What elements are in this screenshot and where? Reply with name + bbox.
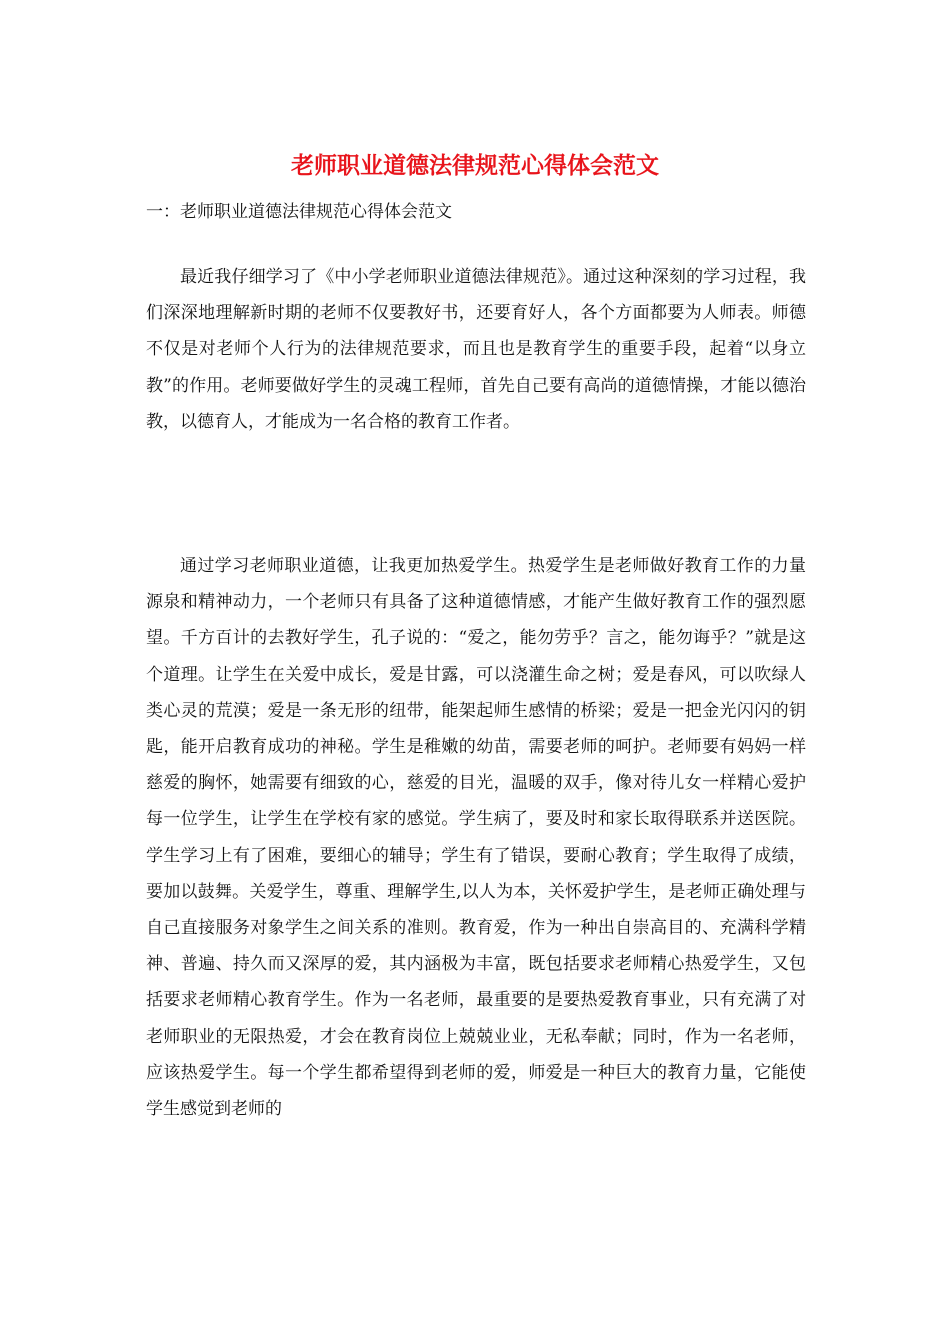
document-title: 老师职业道德法律规范心得体会范文 [291,152,659,179]
section-heading: 一：老师职业道德法律规范心得体会范文 [146,202,452,222]
body-paragraph-2: 通过学习老师职业道德，让我更加热爱学生。热爱学生是老师做好教育工作的力量源泉和精神动力，一个老师只有具备了这种道德情感，才能产生做好教育工作的强烈愿望。千方百计的去教好学生，孔子说的：“爱之，能勿劳乎？言之，能勿诲乎？”就是这个道理。让学生在关爱中成长，爱是甘露，可以浇灌生命之树；爱是春风，可以吹绿人类心灵的荒漠；爱是一条无形的纽带，能架起师生感情的桥梁；爱是一把金光闪闪的钥匙，能开启教育成功的神秘。学生是稚嫩的幼苗，需要老师的呵护。老师要有妈妈一样慈爱的胸怀，她需要有细致的心，慈爱的目光，温暖的双手，像对待儿女一样精心爱护每一位学生，让学生在学校有家的感觉。学生病了，要及时和家长取得联系并送医院。学生学习上有了困难，要细心的辅导；学生有了错误，要耐心教育；学生取得了成绩，要加以鼓舞。关爱学生，尊重、理解学生,以人为本，关怀爱护学生，是老师正确处理与自己直接服务对象学生之间关系的准则。教育爱，作为一种出自崇高目的、充满科学精神、普遍、持久而又深厚的爱，其内涵极为丰富，既包括要求老师精心热爱学生，又包括要求老师精心教育学生。作为一名老师，最重要的是要热爱教育事业，只有充满了对老师职业的无限热爱，才会在教育岗位上兢兢业业，无私奉献；同时，作为一名老师，应该热爱学生。每一个学生都希望得到老师的爱，师爱是一种巨大的教育力量，它能使学生感觉到老师的 [146,556,806,1120]
body-paragraph-1: 最近我仔细学习了《中小学老师职业道德法律规范》。通过这种深刻的学习过程，我们深深地理解新时期的老师不仅要教好书，还要育好人，各个方面都要为人师表。师德不仅是对老师个人行为的法律规范要求，而且也是教育学生的重要手段，起着“以身立教”的作用。老师要做好学生的灵魂工程师，首先自己要有高尚的道德情操，才能以德治教，以德育人，才能成为一名合格的教育工作者。 [146,267,806,432]
